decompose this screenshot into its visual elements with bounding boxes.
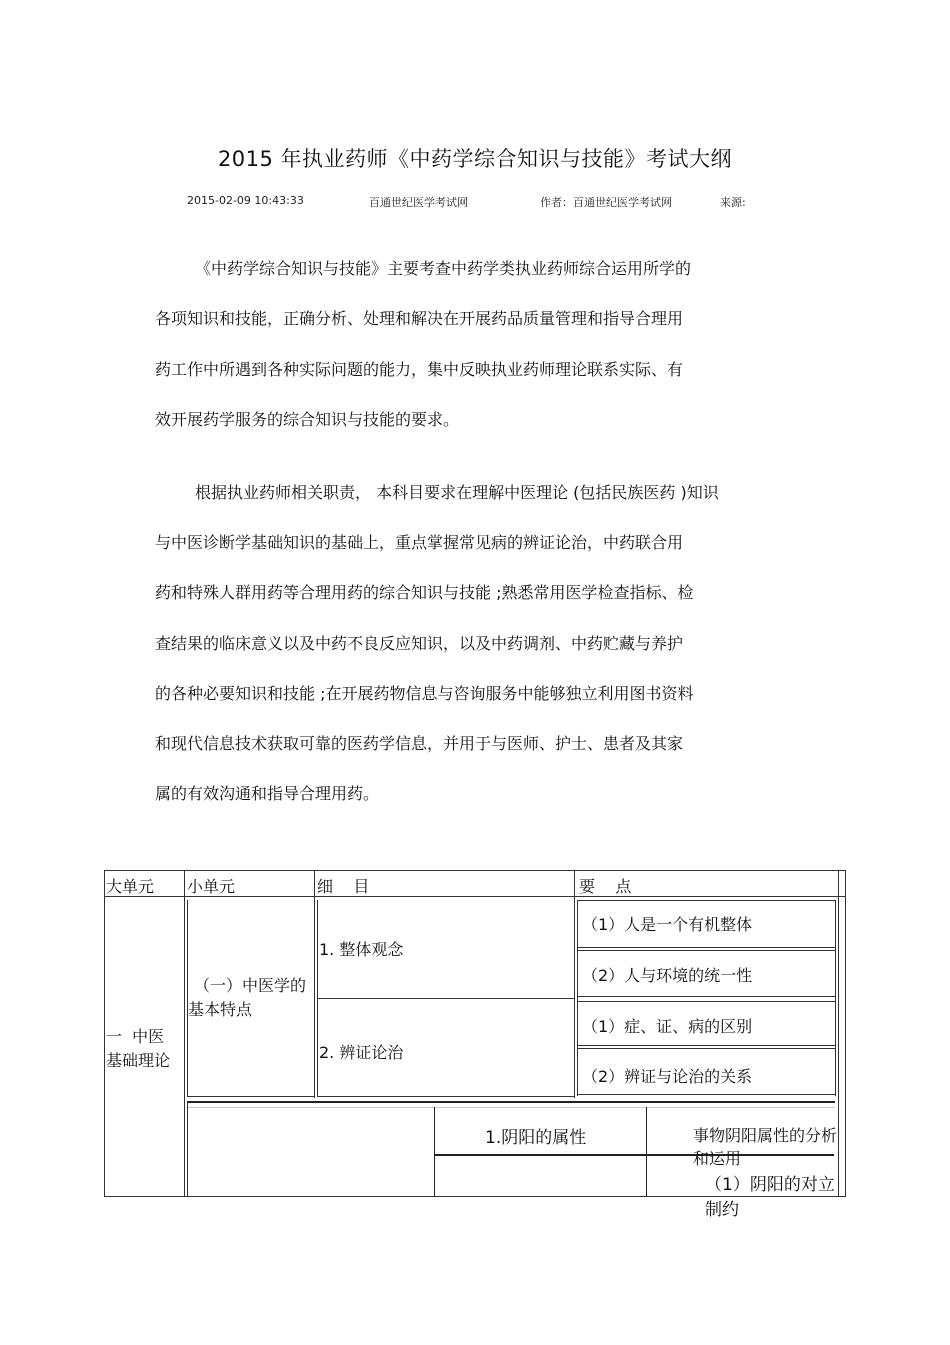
minor-unit-line: （一）中医学的 [194,976,307,995]
paragraph-line: 各项知识和技能，正确分析、处理和解决在开展药品质量管理和指导合理用 [155,309,684,328]
embedded-table-image [185,1099,838,1220]
header-item: 细 目 [317,877,370,896]
paragraph-line: 属的有效沟通和指导合理用药。 [155,784,380,803]
major-unit-line: 基础理论 [106,1051,171,1070]
major-unit-line: 一 中医 [106,1027,165,1046]
point-row: （2）人与环境的统一性 [582,966,753,985]
paragraph-line: 的各种必要知识和技能 ;在开展药物信息与咨询服务中能够独立利用图书资料 [155,684,694,703]
paragraph-line: 查结果的临床意义以及中药不良反应知识，以及中药调剂、中药贮藏与养护 [155,634,684,653]
paragraph-line: 根据执业药师相关职责， 本科目要求在理解中医理论 (包括民族医药 )知识 [195,483,719,502]
item-holistic: 1. 整体观念 [319,940,404,959]
embedded-item: 1.阴阳的属性 [485,1128,587,1148]
header-minor-unit: 小单元 [187,877,236,896]
major-unit-label [106,1025,170,1073]
paragraph-line: 与中医诊断学基础知识的基础上，重点掌握常见病的辨证论治，中药联合用 [155,533,684,552]
page-title: 2015 年执业药师《中药学综合知识与技能》考试大纲 [217,147,733,171]
minor-unit-label [188,974,306,1022]
item-syndrome-treatment: 2. 辨证论治 [319,1043,404,1062]
embedded-point: 事物阴阳属性的分析和运用 [693,1126,838,1168]
meta-datetime: 2015-02-09 10:43:33 [187,194,304,207]
minor-unit-line: 基本特点 [188,1000,253,1019]
paragraph-line: 药和特殊人群用药等合理用药的综合知识与技能 ;熟悉常用医学检查指标、检 [155,583,694,602]
paragraph-line: 药工作中所遇到各种实际问题的能力，集中反映执业药师理论联系实际、有 [155,360,684,379]
meta-author: 作者：百通世纪医学考试网 [540,196,672,209]
syllabus-table [104,870,846,1220]
meta-source: 来源: [720,196,746,209]
meta-site: 百通世纪医学考试网 [369,196,468,209]
paragraph-line: 和现代信息技术获取可靠的医药学信息，并用于与医师、护士、患者及其家 [155,734,684,753]
header-point: 要 点 [579,877,632,896]
embedded-point: （1）阴阳的对立制约 [705,1175,835,1220]
header-major-unit: 大单元 [106,877,155,896]
paragraph-line: 《中药学综合知识与技能》主要考查中药学类执业药师综合运用所学的 [195,259,692,278]
point-row: （1）人是一个有机整体 [582,915,753,934]
paragraph-line: 效开展药学服务的综合知识与技能的要求。 [155,410,460,429]
point-row: （1）症、证、病的区别 [582,1017,753,1036]
point-row: （2）辨证与论治的关系 [582,1067,753,1086]
